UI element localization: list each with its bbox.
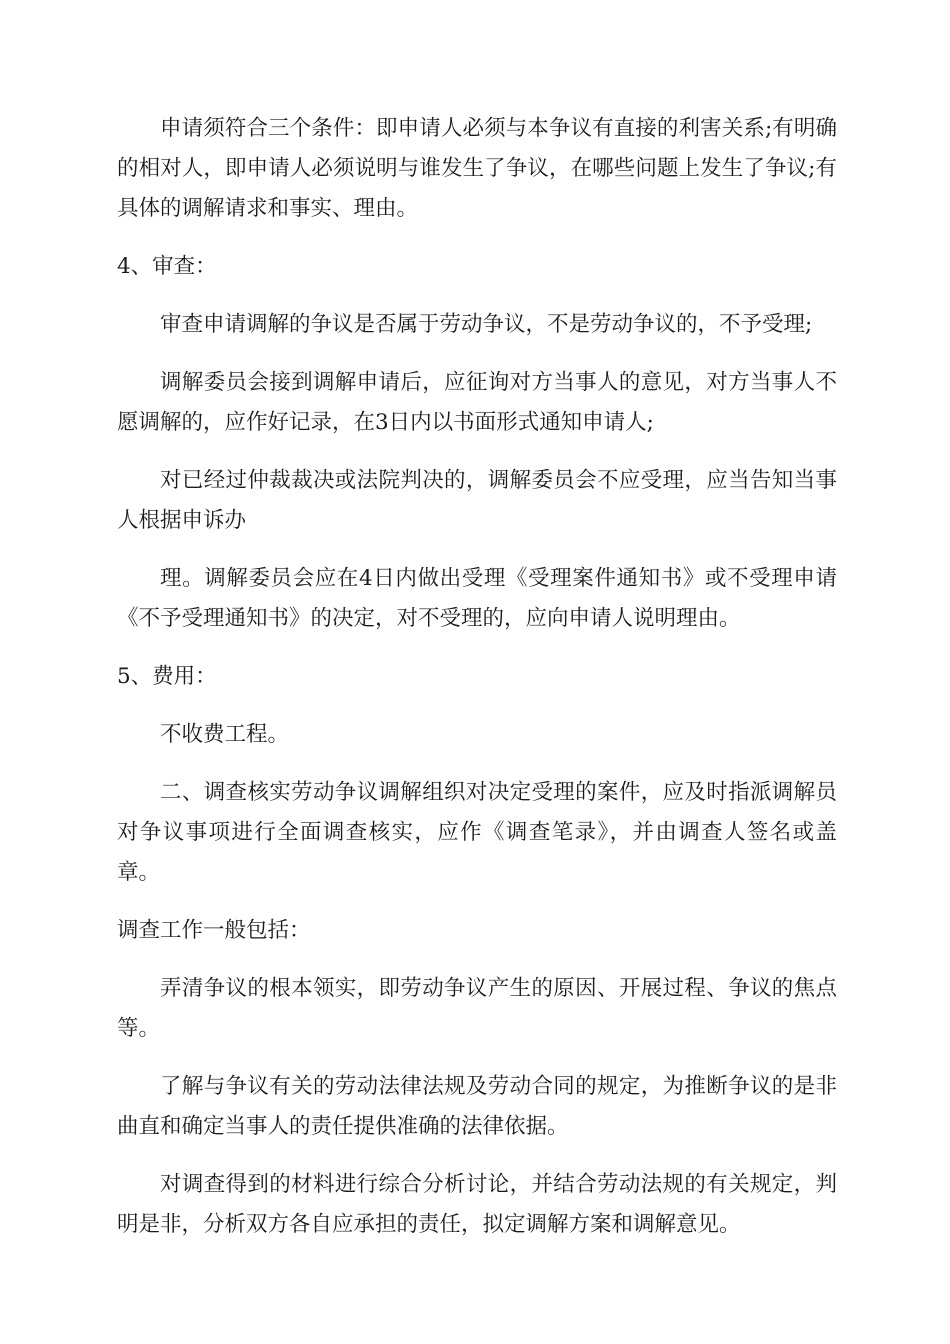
paragraph-no-fee: 不收费工程。	[160, 722, 290, 747]
paragraph-arbitrated-cases: 对已经过仲裁裁决或法院判决的，调解委员会不应受理，应当告知当事人根据申诉办	[117, 468, 837, 533]
paragraph-review-scope: 审查申请调解的争议是否属于劳动争议，不是劳动争议的，不予受理;	[160, 312, 813, 337]
paragraph-legal-basis: 了解与争议有关的劳动法律法规及劳动合同的规定，为推断争议的是非曲直和确定当事人的责任提供准确的法律依据。	[117, 1074, 837, 1139]
heading-review: 4、审查：	[117, 254, 217, 279]
document-body	[117, 109, 837, 1263]
paragraph-conditions: 申请须符合三个条件：即申请人必须与本争议有直接的利害关系;有明确的相对人，即申请人必须说明与谁发生了争议，在哪些问题上发生了争议;有具体的调解请求和事实、理由。	[117, 116, 837, 221]
paragraph-investigation: 二、调查核实劳动争议调解组织对决定受理的案件，应及时指派调解员对争议事项进行全面调查核实，应作《调查笔录》，并由调查人签名或盖章。	[117, 780, 837, 885]
paragraph-acceptance-decision: 理。调解委员会应在4日内做出受理《受理案件通知书》或不受理申请《不予受理通知书》的决定，对不受理的，应向申请人说明理由。	[117, 566, 837, 631]
heading-fees: 5、费用：	[117, 664, 217, 689]
paragraph-analysis: 对调查得到的材料进行综合分析讨论，并结合劳动法规的有关规定，判明是非，分析双方各自应承担的责任，拟定调解方案和调解意见。	[117, 1172, 837, 1237]
paragraph-clarify-facts: 弄清争议的根本领实，即劳动争议产生的原因、开展过程、争议的焦点等。	[117, 976, 837, 1041]
paragraph-consult-parties: 调解委员会接到调解申请后，应征询对方当事人的意见，对方当事人不愿调解的，应作好记录，在3日内以书面形式通知申请人;	[117, 370, 837, 435]
heading-investigation-work: 调查工作一般包括：	[117, 918, 311, 943]
